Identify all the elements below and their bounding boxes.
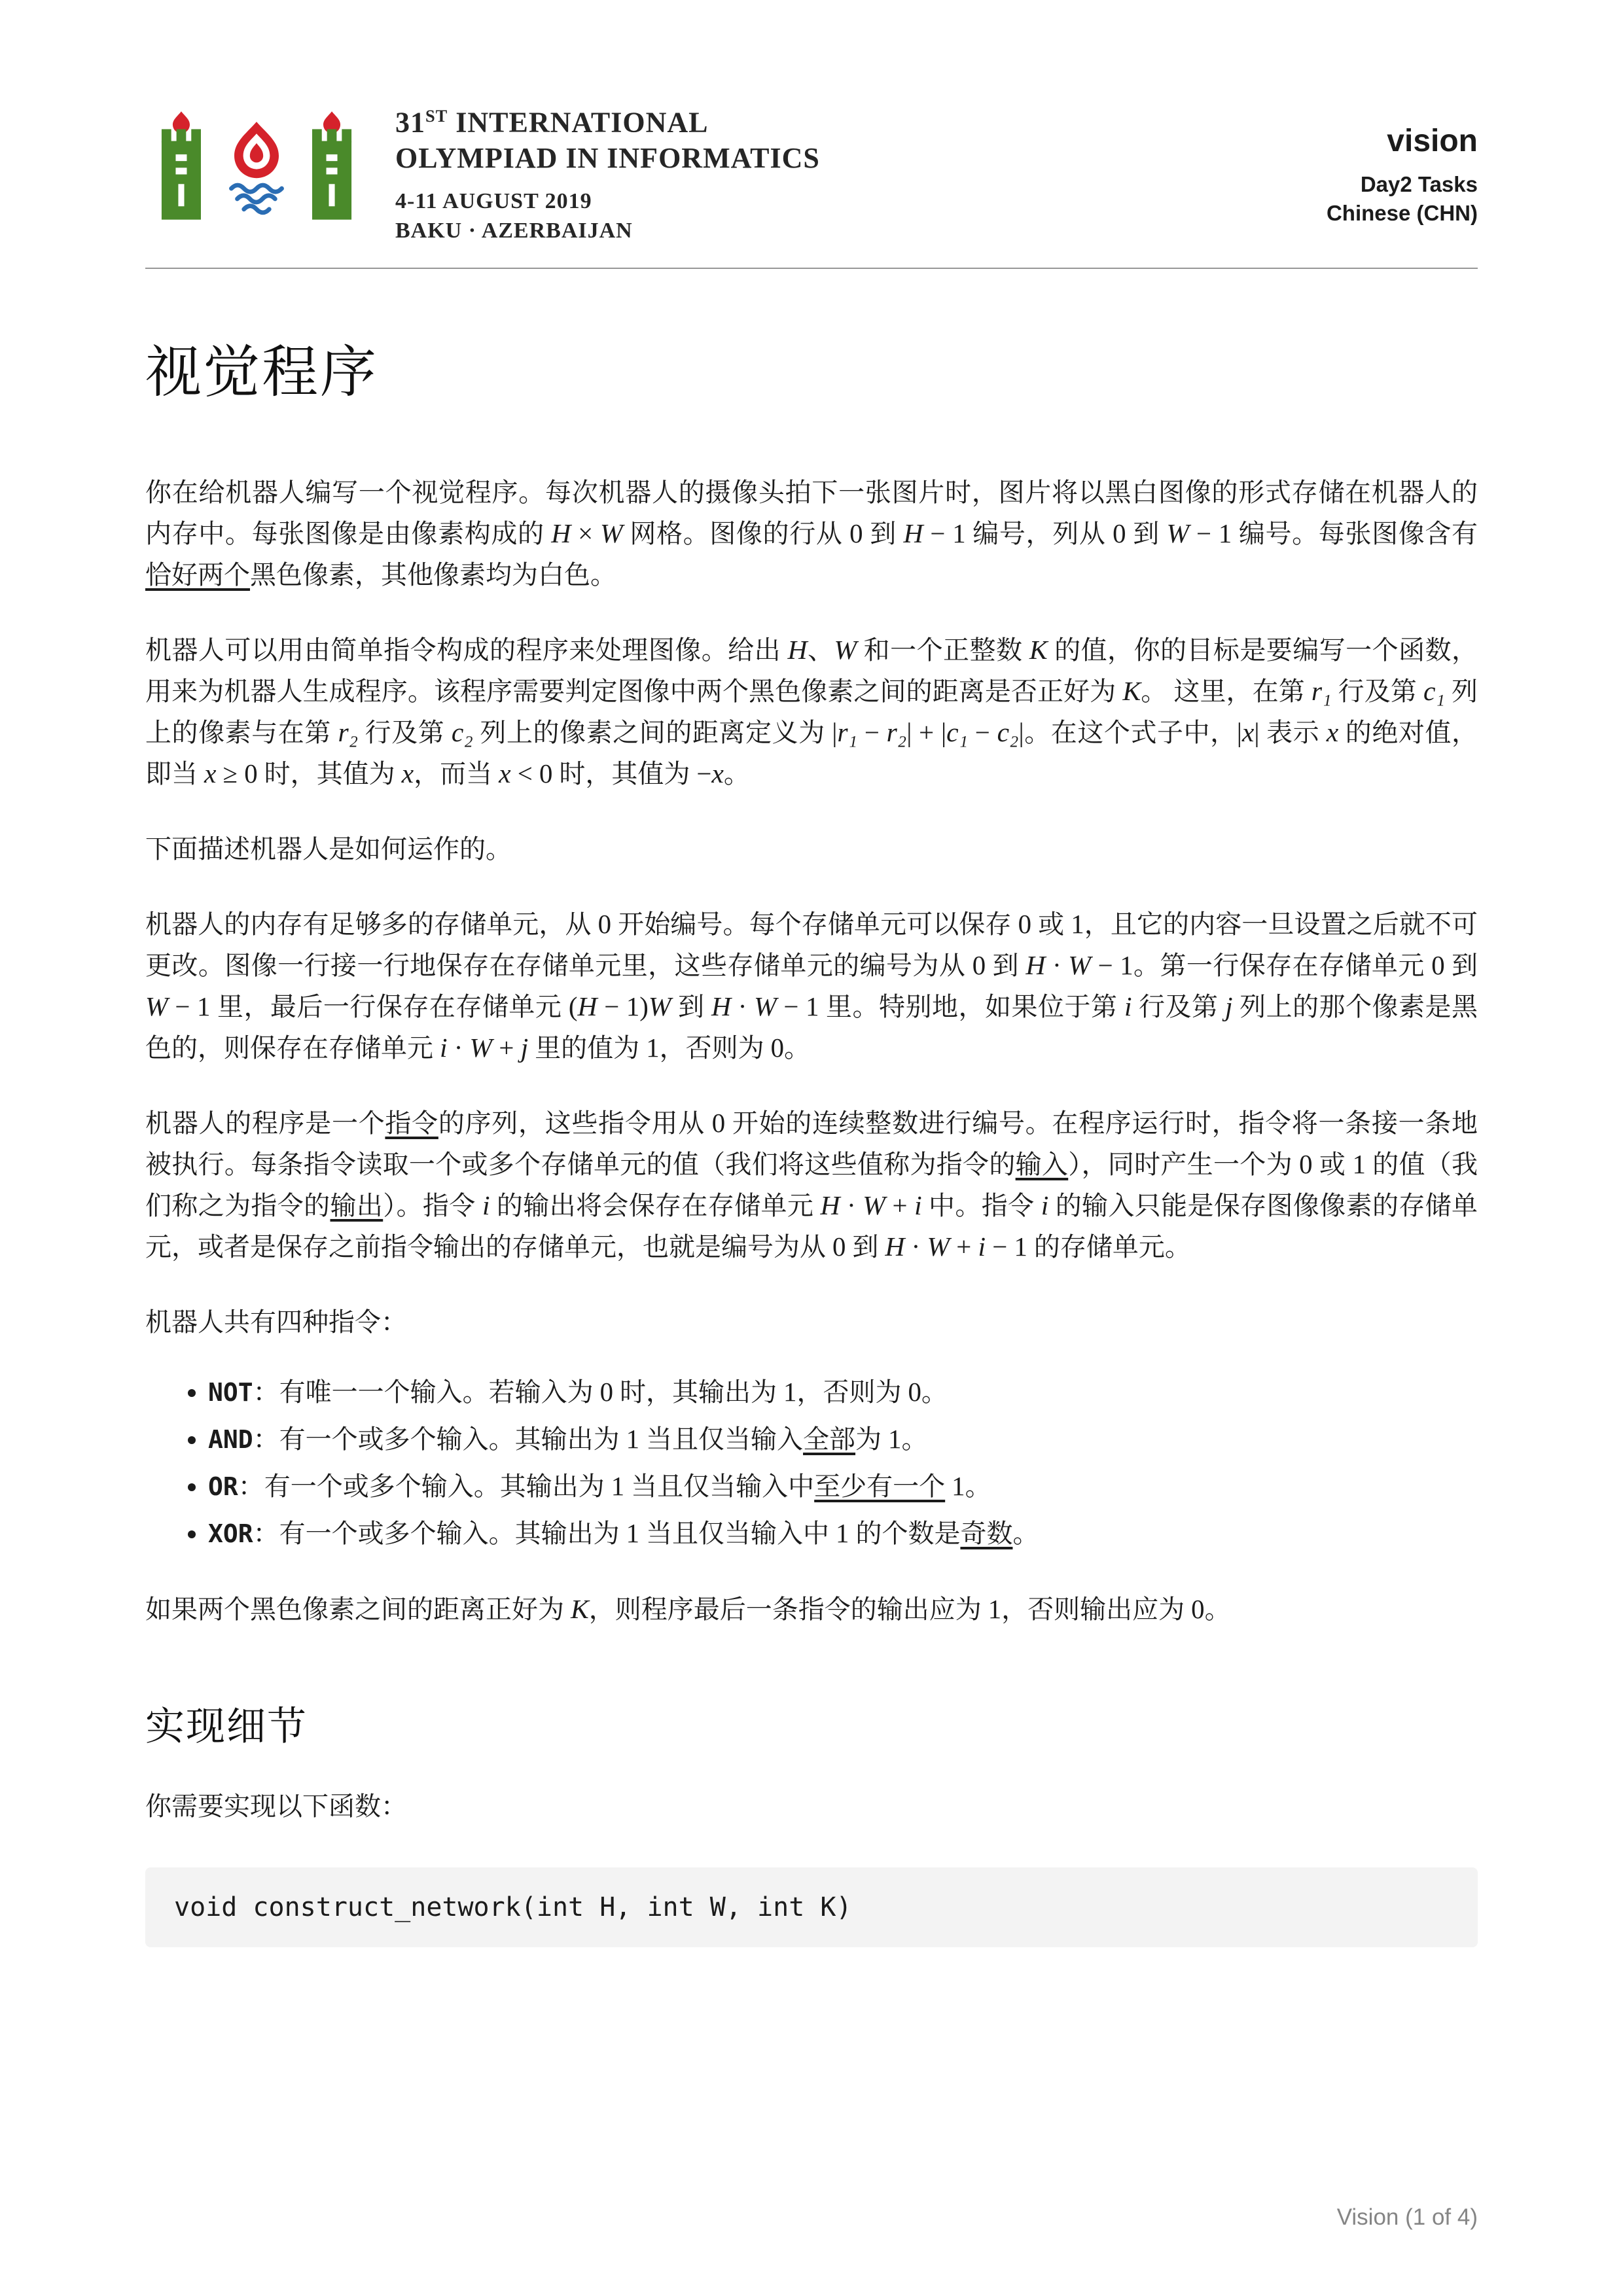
olympiad-brand (145, 98, 820, 245)
paragraph-image-format: 你在给机器人编写一个视觉程序。每次机器人的摄像头拍下一张图片时，图片将以黑白图像的形式存储在机器人的内存中。每张图像是由像素构成的 H × W 网格。图像的行从 0 到 H − 1 编号，列从 0 到 W − 1 编号。每张图像含有恰好两个黑色像素，其他像素均为白色。 (145, 477, 1478, 590)
task-info-block (1327, 98, 1478, 228)
right-tower-icon (312, 130, 351, 220)
instruction-item-or: • OR：有一个或多个输入。其输出为 1 当且仅当输入中至少有一个 1。 (208, 1466, 1478, 1508)
instruction-item-and: • AND：有一个或多个输入。其输出为 1 当且仅当输入全部为 1。 (208, 1419, 1478, 1460)
section-heading-implementation: 实现细节 (145, 1704, 308, 1748)
paragraph-robot-intro: 下面描述机器人是如何运作的。 (145, 834, 512, 864)
ioi-2019-baku-logo-icon (145, 107, 368, 236)
page-header (145, 98, 1478, 245)
paragraph-memory-cells: 机器人的内存有足够多的存储单元，从 0 开始编号。每个存储单元可以保存 0 或 1，且它的内容一旦设置之后就不可更改。图像一行接一行地保存在存储单元里，这些存储单元的编号为从 0 到 H · W − 1。第一行保存在存储单元 0 到 W − 1 里，最后一行保存在存储单元 (H − 1)W 到 H · W − 1 里。特别地，如果位于第 i 行及第 j 列上的那个像素是黑色的，则保存在存储单元 i · W + j 里的值为 1，否则为 0。 (145, 909, 1478, 1063)
olympiad-location: BAKU · AZERBAIJAN (395, 218, 633, 243)
function-signature-code-block: void construct_network(int H, int W, int K) (145, 1867, 1478, 1947)
paragraph-output-requirement: 如果两个黑色像素之间的距离正好为 K，则程序最后一条指令的输出应为 1，否则输出应为 0。 (145, 1593, 1231, 1624)
header-divider (145, 268, 1478, 269)
central-flame-icon (234, 122, 279, 178)
paragraph-implement-intro: 你需要实现以下函数： (145, 1791, 407, 1821)
task-language: Chinese (CHN) (1326, 201, 1478, 225)
left-tower-icon (162, 130, 201, 220)
olympiad-title-line1: 31ST INTERNATIONAL (395, 106, 709, 139)
page-title: 视觉程序 (145, 340, 378, 404)
paragraph-instruction-types-intro: 机器人共有四种指令： (145, 1307, 407, 1337)
paragraph-distance-definition: 机器人可以用由简单指令构成的程序来处理图像。给出 H、W 和一个正整数 K 的值，你的目标是要编写一个函数，用来为机器人生成程序。该程序需要判定图像中两个黑色像素之间的距离是否正好为 K。 这里，在第 r₁ 行及第 c₁ 列上的像素与在第 r₂ 行及第 c₂ 列上的像素之间的距离定义为 |r₁ − r₂| + |c₁ − c₂|。在这个式子中，|x| 表示 x 的绝对值，即当 x ≥ 0 时，其值为 x，而当 x < 0 时，其值为 −x。 (145, 634, 1478, 788)
olympiad-title-line2: OLYMPIAD IN INFORMATICS (395, 141, 820, 174)
olympiad-title-block (395, 98, 820, 245)
page-footer-label: Vision (1 of 4) (1336, 2204, 1478, 2230)
instruction-list (145, 1371, 1478, 1555)
waves-icon (231, 185, 281, 213)
task-day: Day2 Tasks (1360, 172, 1478, 196)
olympiad-dates: 4-11 AUGUST 2019 (395, 188, 592, 213)
instruction-item-xor: • XOR：有一个或多个输入。其输出为 1 当且仅当输入中 1 的个数是奇数。 (208, 1513, 1478, 1555)
task-name: vision (1387, 124, 1478, 158)
paragraph-program-instructions: 机器人的程序是一个指令的序列，这些指令用从 0 开始的连续整数进行编号。在程序运行时，指令将一条接一条地被执行。每条指令读取一个或多个存储单元的值（我们将这些值称为指令的输入），同时产生一个为 0 或 1 的值（我们称之为指令的输出）。指令 i 的输出将会保存在存储单元 H · W + i 中。指令 i 的输入只能是保存图像像素的存储单元，或者是保存之前指令输出的存储单元，也就是编号为从 0 到 H · W + i − 1 的存储单元。 (145, 1108, 1478, 1262)
instruction-item-not: • NOT：有唯一一个输入。若输入为 0 时，其输出为 1，否则为 0。 (208, 1371, 1478, 1413)
